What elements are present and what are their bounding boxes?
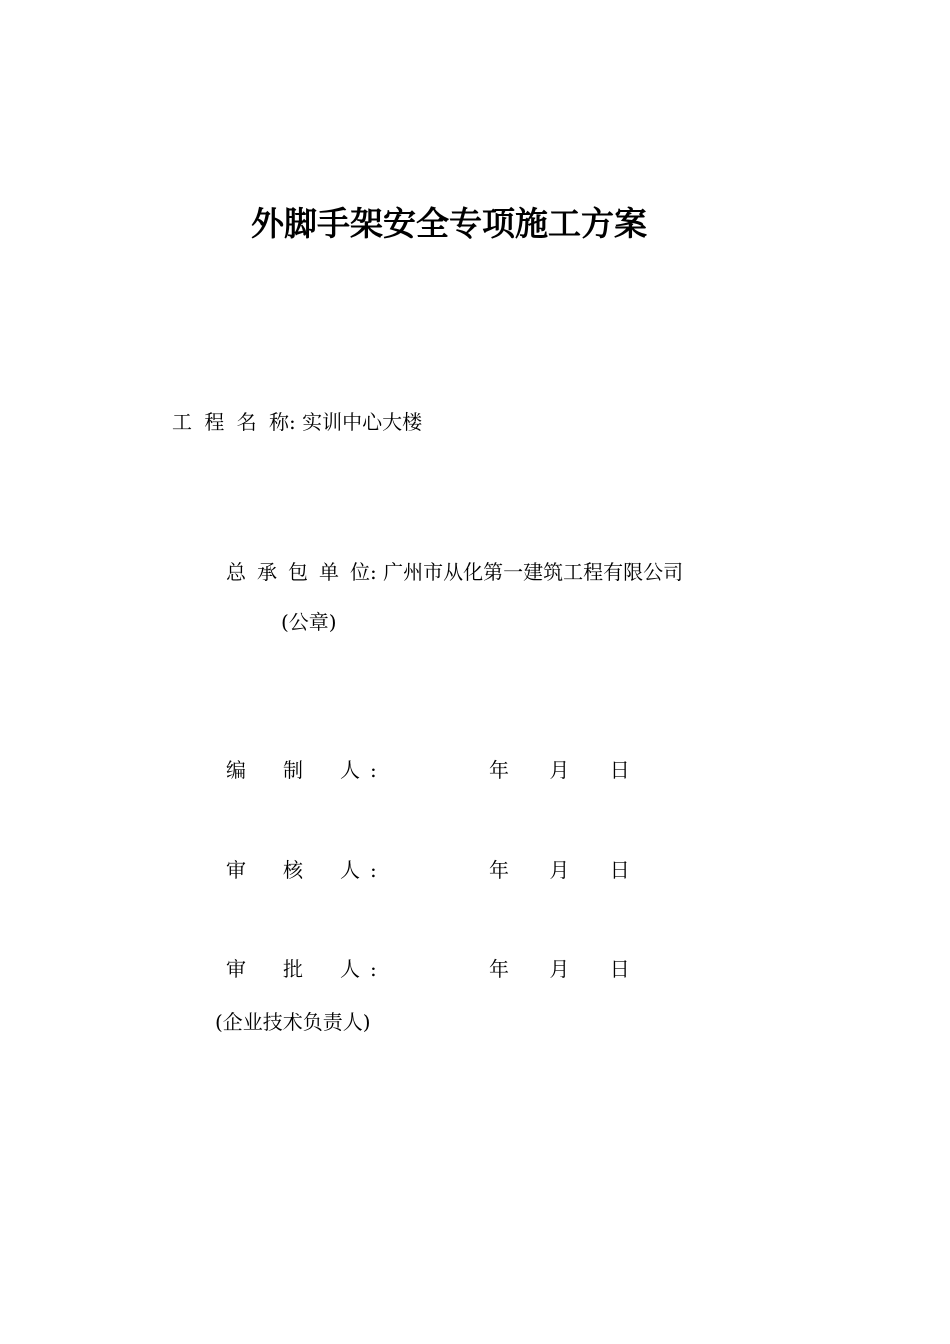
date-month: 月 — [549, 957, 570, 981]
label-char: 制 — [283, 758, 303, 782]
contractor-value: 广州市从化第一建筑工程有限公司 — [383, 560, 684, 584]
label-char: 单 — [319, 560, 339, 584]
contractor-row — [226, 558, 683, 586]
label-char: 审 — [226, 957, 246, 981]
label-char: 编 — [226, 758, 246, 782]
date-day: 日 — [609, 858, 630, 882]
document-title: 外脚手架安全专项施工方案 — [251, 204, 647, 243]
label-char: 人 — [340, 858, 360, 882]
label-char: 工 — [172, 410, 192, 434]
label-char: 总 — [226, 560, 246, 584]
label-char: 承 — [257, 560, 277, 584]
label-char: 包 — [288, 560, 308, 584]
project-name-value: 实训中心大楼 — [302, 410, 423, 434]
reviewer-label — [226, 856, 360, 884]
date-day: 日 — [609, 957, 630, 981]
compiler-date — [489, 756, 630, 784]
approver-note: (企业技术负责人) — [215, 1010, 371, 1034]
compiler-label — [226, 756, 360, 784]
date-year: 年 — [489, 758, 509, 782]
label-char: 审 — [226, 858, 246, 882]
approver-colon: : — [370, 957, 377, 981]
reviewer-colon: : — [370, 858, 377, 882]
label-char: 称 — [268, 410, 289, 434]
approver-date — [489, 955, 630, 983]
signature-row-compiler — [226, 756, 377, 784]
compiler-colon: : — [370, 758, 377, 782]
date-day: 日 — [609, 758, 630, 782]
date-year: 年 — [489, 957, 509, 981]
label-char: 名 — [236, 410, 257, 434]
contractor-label — [226, 558, 370, 586]
label-char: 人 — [340, 957, 360, 981]
project-name-row — [172, 408, 422, 436]
label-char: 位 — [350, 560, 370, 584]
project-name-colon: : — [289, 410, 296, 434]
contractor-colon: : — [370, 560, 377, 584]
seal-note: (公章) — [281, 610, 337, 634]
date-year: 年 — [489, 858, 509, 882]
reviewer-date — [489, 856, 630, 884]
label-char: 核 — [283, 858, 303, 882]
project-name-label — [172, 408, 289, 436]
label-char: 批 — [283, 957, 303, 981]
date-month: 月 — [549, 758, 570, 782]
date-month: 月 — [549, 858, 570, 882]
label-char: 人 — [340, 758, 360, 782]
signature-row-reviewer — [226, 856, 377, 884]
signature-row-approver — [226, 955, 377, 983]
label-char: 程 — [204, 410, 225, 434]
approver-label — [226, 955, 360, 983]
